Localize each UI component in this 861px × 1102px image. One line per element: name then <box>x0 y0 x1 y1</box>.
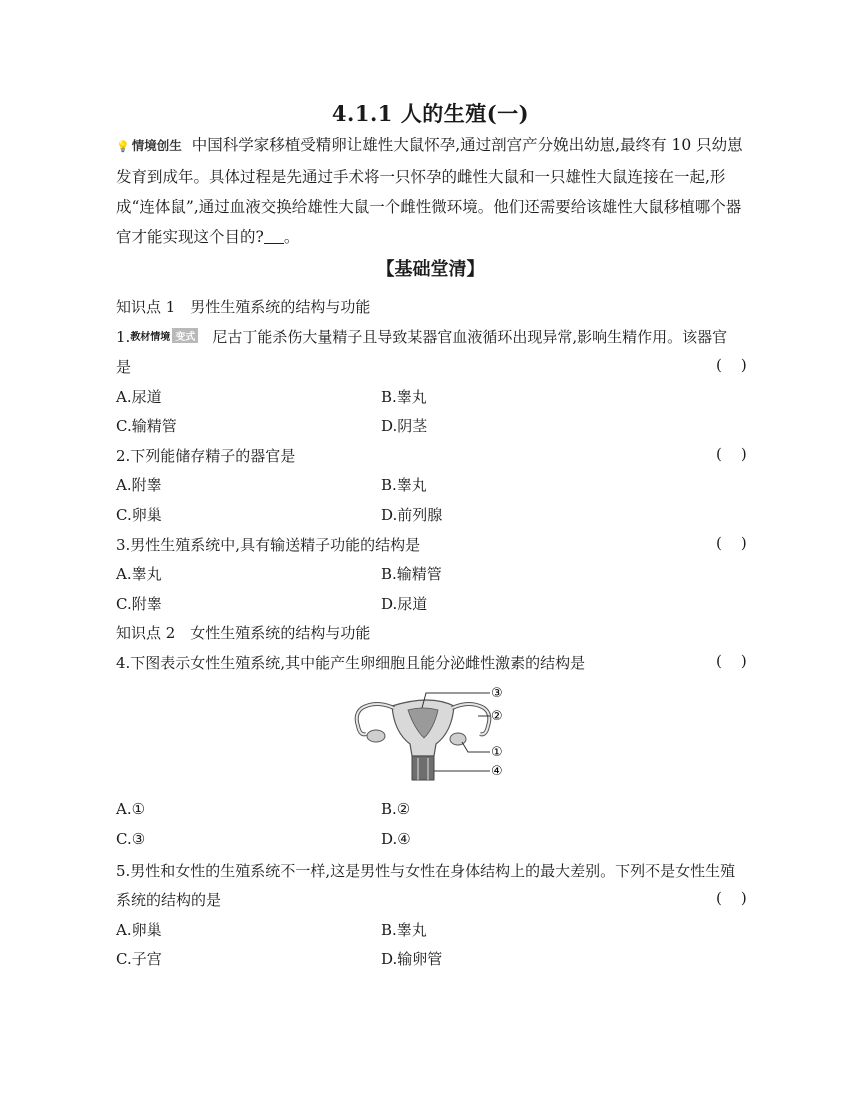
q5-line1: 5.男性和女性的生殖系统不一样,这是男性与女性在身体结构上的最大差别。下列不是女性生殖 <box>116 862 736 880</box>
section-title: 【基础堂清】 <box>376 259 485 280</box>
q3-option-c[interactable]: C.附睾 <box>116 595 162 613</box>
q3-option-d[interactable]: D.尿道 <box>381 595 428 613</box>
answer-blank[interactable] <box>264 229 284 244</box>
q1-line2: 是 <box>116 358 132 376</box>
female-reproductive-system-diagram <box>350 684 510 782</box>
q2-option-d[interactable]: D.前列腺 <box>381 506 443 524</box>
q1-option-c[interactable]: C.输精管 <box>116 417 177 435</box>
diagram-label-2: ② <box>491 709 503 724</box>
q1-option-d[interactable]: D.阴茎 <box>381 417 428 435</box>
diagram-label-1: ① <box>491 745 503 760</box>
q5-line2: 系统的结构的是 <box>116 891 222 909</box>
q3-option-b[interactable]: B.输精管 <box>381 565 442 583</box>
q3-text: 3.男性生殖系统中,具有输送精子功能的结构是 <box>116 536 421 554</box>
knowledge-point-1: 知识点 1 男性生殖系统的结构与功能 <box>116 298 371 316</box>
variant-badge: 变式 <box>172 328 198 343</box>
q1-option-a[interactable]: A.尿道 <box>116 388 162 406</box>
q4-option-b[interactable]: B.② <box>381 800 411 818</box>
textbook-context-badge: 教材情境 <box>130 332 171 343</box>
q4-answer-paren[interactable]: ( ) <box>716 652 747 670</box>
q4-text: 4.下图表示女性生殖系统,其中能产生卵细胞且能分泌雌性激素的结构是 <box>116 654 586 672</box>
scenario-paragraph: 💡 情境创生 中国科学家移植受精卵让雄性大鼠怀孕,通过剖宫产分娩出幼崽,最终有 10 只幼崽发育到成年。具体过程是先通过手术将一只怀孕的雌性大鼠和一只雄性大鼠连接在一起,形成“连体鼠”,通过血液交换给雄性大鼠一个雌性微环境。他们还需要给该雄性大鼠移植哪个器官才能实现这个目的? 。 <box>116 130 746 252</box>
lightbulb-icon: 💡 <box>116 140 130 153</box>
q2-option-c[interactable]: C.卵巢 <box>116 506 162 524</box>
q2-answer-paren[interactable]: ( ) <box>716 445 747 463</box>
q1-line1: 1.教材情境 变式 尼古丁能杀伤大量精子且导致某器官血液循环出现异常,影响生精作用。该器官 <box>116 328 728 346</box>
scenario-tag: 💡 情境创生 <box>116 138 182 153</box>
q5-option-a[interactable]: A.卵巢 <box>116 921 162 939</box>
diagram-label-4: ④ <box>491 764 503 779</box>
page-title: 4.1.1 人的生殖(一) <box>331 101 530 126</box>
scenario-text: 中国科学家移植受精卵让雄性大鼠怀孕,通过剖宫产分娩出幼崽,最终有 10 只幼崽发育到成年。具体过程是先通过手术将一只怀孕的雌性大鼠和一只雄性大鼠连接在一起,形成“连体鼠”,通过血液交换给雄性大鼠一个雌性微环境。他们还需要给该雄性大鼠移植哪个器官才能实现这个目的? <box>116 136 743 246</box>
q4-option-d[interactable]: D.④ <box>381 830 411 848</box>
q4-option-a[interactable]: A.① <box>116 800 146 818</box>
q5-answer-paren[interactable]: ( ) <box>716 889 747 907</box>
q5-option-b[interactable]: B.睾丸 <box>381 921 427 939</box>
q2-option-b[interactable]: B.睾丸 <box>381 476 427 494</box>
q3-answer-paren[interactable]: ( ) <box>716 534 747 552</box>
q1-answer-paren[interactable]: ( ) <box>716 356 747 374</box>
q3-option-a[interactable]: A.睾丸 <box>116 565 162 583</box>
q2-text: 2.下列能储存精子的器官是 <box>116 447 296 465</box>
q5-option-d[interactable]: D.输卵管 <box>381 950 443 968</box>
q4-option-c[interactable]: C.③ <box>116 830 146 848</box>
q1-option-b[interactable]: B.睾丸 <box>381 388 427 406</box>
q5-option-c[interactable]: C.子宫 <box>116 950 162 968</box>
diagram-label-3: ③ <box>491 686 503 701</box>
knowledge-point-2: 知识点 2 女性生殖系统的结构与功能 <box>116 624 371 642</box>
q2-option-a[interactable]: A.附睾 <box>116 476 162 494</box>
